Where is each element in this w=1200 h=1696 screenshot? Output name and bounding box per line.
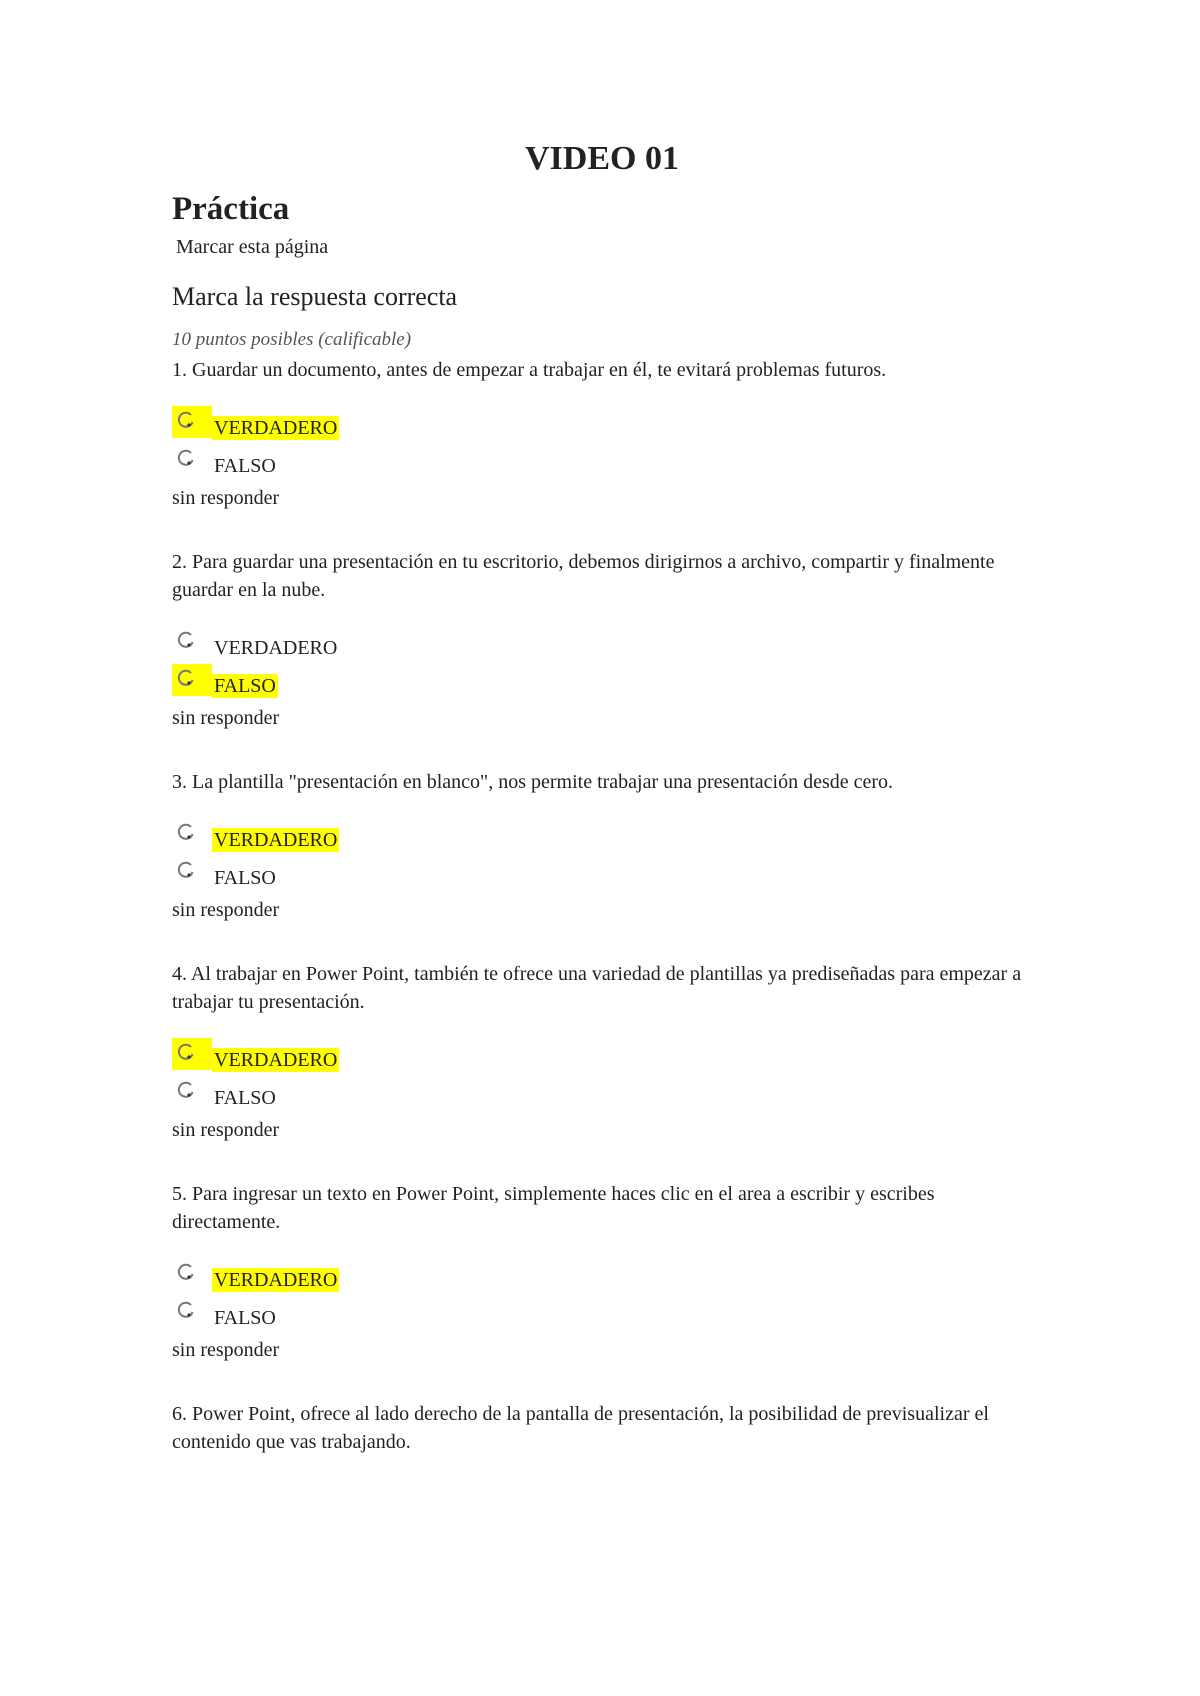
radio-button[interactable]	[172, 818, 212, 850]
question-text: 2. Para guardar una presentación en tu escritorio, debemos dirigirnos a archivo, compartir y finalmente guardar en la nube.	[172, 551, 995, 602]
answer-status: sin responder	[172, 899, 280, 922]
question-text: 4. Al trabajar en Power Point, también te ofrece una variedad de plantillas ya prediseñadas para empezar a trabajar tu presentación.	[172, 963, 1022, 1014]
option-verdadero[interactable]	[172, 406, 1032, 444]
option-label: VERDADERO	[214, 1049, 338, 1072]
answer-options	[172, 818, 1032, 894]
question-list	[172, 356, 1032, 1362]
radio-button[interactable]	[172, 1296, 212, 1328]
radio-button[interactable]	[172, 1258, 212, 1290]
points-label: 10 puntos posibles (calificable)	[172, 329, 412, 351]
option-label: VERDADERO	[214, 1269, 338, 1292]
question-6	[172, 1400, 1032, 1456]
document-page	[172, 140, 1032, 1478]
radio-button[interactable]	[172, 856, 212, 888]
answer-status: sin responder	[172, 487, 280, 510]
question-1	[172, 356, 1032, 510]
option-label: FALSO	[214, 867, 276, 890]
option-falso[interactable]	[172, 1076, 1032, 1114]
radio-icon	[176, 1262, 196, 1282]
answer-options	[172, 626, 1032, 702]
radio-button[interactable]	[172, 664, 212, 696]
option-label: VERDADERO	[214, 829, 338, 852]
question-text: 3. La plantilla "presentación en blanco", nos permite trabajar una presentación desde cero.	[172, 771, 894, 794]
option-verdadero[interactable]	[172, 626, 1032, 664]
question-2	[172, 548, 1032, 730]
radio-button[interactable]	[172, 1076, 212, 1108]
problem-heading: Marca la respuesta correcta	[172, 281, 458, 311]
radio-button[interactable]	[172, 406, 212, 438]
radio-icon	[176, 860, 196, 880]
option-falso[interactable]	[172, 856, 1032, 894]
radio-icon	[176, 1042, 196, 1062]
radio-icon	[176, 1080, 196, 1100]
question-text: 5. Para ingresar un texto en Power Point, simplemente haces clic en el area a escribir y escribes directamente.	[172, 1183, 935, 1234]
answer-options	[172, 1038, 1032, 1114]
answer-status: sin responder	[172, 1119, 280, 1142]
answer-status: sin responder	[172, 707, 280, 730]
option-label: FALSO	[214, 1087, 276, 1110]
option-falso[interactable]	[172, 1296, 1032, 1334]
option-label: FALSO	[214, 1307, 276, 1330]
question-5	[172, 1180, 1032, 1362]
radio-icon	[176, 668, 196, 688]
option-verdadero[interactable]	[172, 1038, 1032, 1076]
radio-icon	[176, 410, 196, 430]
document-title: VIDEO 01	[525, 140, 679, 177]
radio-icon	[176, 1300, 196, 1320]
section-title: Práctica	[172, 191, 290, 228]
option-verdadero[interactable]	[172, 1258, 1032, 1296]
radio-icon	[176, 630, 196, 650]
question-3	[172, 768, 1032, 922]
bookmark-link[interactable]: Marcar esta página	[176, 235, 329, 258]
answer-status: sin responder	[172, 1339, 280, 1362]
option-label: VERDADERO	[214, 417, 338, 440]
radio-button[interactable]	[172, 626, 212, 658]
question-text: 6. Power Point, ofrece al lado derecho de la pantalla de presentación, la posibilidad de previsualizar el contenido que vas trabajando.	[172, 1403, 989, 1454]
option-falso[interactable]	[172, 444, 1032, 482]
answer-options	[172, 406, 1032, 482]
radio-button[interactable]	[172, 1038, 212, 1070]
option-label: FALSO	[214, 675, 276, 698]
option-verdadero[interactable]	[172, 818, 1032, 856]
option-label: FALSO	[214, 455, 276, 478]
option-falso[interactable]	[172, 664, 1032, 702]
option-label: VERDADERO	[214, 637, 338, 660]
radio-button[interactable]	[172, 444, 212, 476]
answer-options	[172, 1258, 1032, 1334]
radio-icon	[176, 448, 196, 468]
question-4	[172, 960, 1032, 1142]
radio-icon	[176, 822, 196, 842]
question-text: 1. Guardar un documento, antes de empezar a trabajar en él, te evitará problemas futuros.	[172, 359, 887, 382]
